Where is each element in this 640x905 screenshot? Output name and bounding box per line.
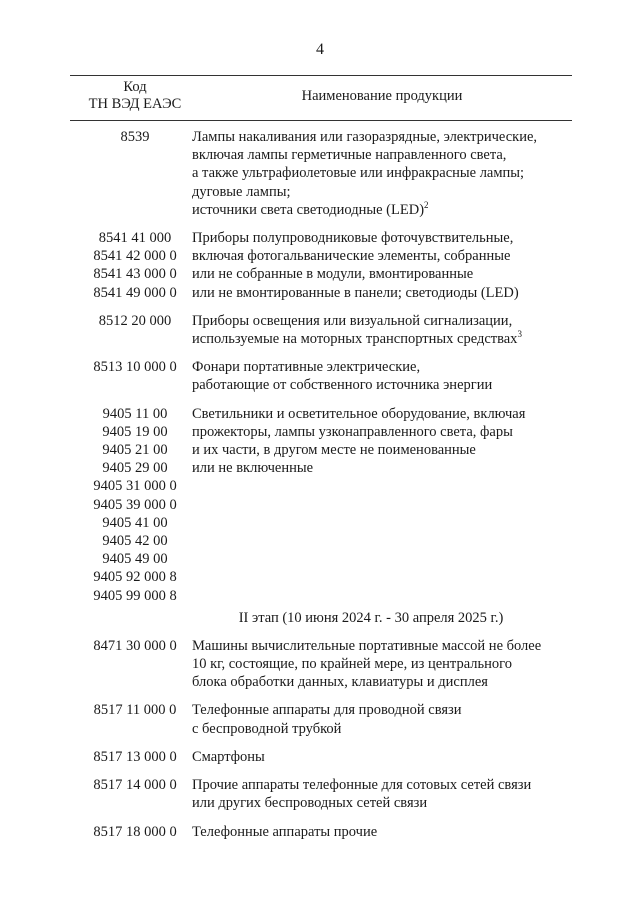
table-row (70, 776, 572, 812)
product-table (70, 128, 572, 841)
table-row (70, 229, 572, 302)
product-name-line: или не собранные в модули, вмонтированные (192, 266, 474, 283)
product-name-line: источники света светодиодные (LED)$^2$ (192, 199, 429, 218)
table-row (70, 358, 572, 394)
hs-code: 9405 39 000 0 (93, 496, 177, 513)
product-name-line: или других беспроводных сетей связи (192, 795, 428, 812)
hs-code: 8512 20 000 (98, 312, 172, 329)
product-name (192, 637, 572, 692)
product-name (192, 776, 572, 812)
table-row (70, 701, 572, 737)
table-row (70, 637, 572, 692)
product-name-line: используемые на моторных транспортных средствах$^3$ (192, 329, 522, 348)
hs-code: 8517 18 000 0 (93, 823, 177, 840)
hs-code: 8517 11 000 0 (93, 702, 177, 719)
table-row (70, 405, 572, 605)
hs-code: 8517 13 000 0 (93, 748, 177, 765)
hs-code: 8541 49 000 0 (93, 284, 177, 301)
page-number: 4 (316, 41, 324, 58)
product-name (192, 312, 572, 348)
table-row (70, 748, 572, 766)
footnote-marker: 3 (517, 329, 522, 340)
product-name-line: а также ультрафиолетовые или инфракрасные лампы; (192, 165, 525, 182)
product-codes (70, 776, 200, 812)
product-name-line: Прочие аппараты телефонные для сотовых сетей связи (192, 777, 532, 794)
hs-code: 8517 14 000 0 (93, 777, 177, 794)
hs-code: 9405 19 00 (102, 423, 168, 440)
product-name-line: прожекторы, лампы узконаправленного света, фары (192, 423, 513, 440)
product-name-line: Приборы полупроводниковые фоточувствительные, (192, 230, 514, 247)
product-name-line: включая фотогальванические элементы, собранные (192, 248, 511, 265)
header-code-column (70, 79, 200, 113)
product-codes (70, 748, 200, 766)
hs-code: 8513 10 000 0 (93, 359, 177, 376)
product-codes (70, 701, 200, 737)
product-name-line: или не вмонтированные в панели; светодиоды (LED) (192, 284, 519, 301)
product-name (192, 823, 572, 841)
hs-code: 8541 41 000 (98, 230, 172, 247)
product-name (192, 229, 572, 302)
product-name (192, 405, 572, 605)
footnote-marker: 2 (424, 199, 429, 210)
hs-code: 8471 30 000 0 (93, 637, 177, 654)
table-row (70, 823, 572, 841)
product-name-line: или не включенные (192, 460, 314, 477)
product-name-line: включая лампы герметичные направленного света, (192, 147, 507, 164)
product-codes (70, 229, 200, 302)
product-name (192, 701, 572, 737)
product-name-line: Лампы накаливания или газоразрядные, электрические, (192, 129, 538, 145)
product-name-line: Светильники и осветительное оборудование, включая (192, 405, 526, 422)
table-row (70, 312, 572, 348)
hs-code: 9405 29 00 (102, 460, 168, 477)
hs-code: 9405 41 00 (102, 514, 168, 531)
hs-code: 9405 49 00 (102, 551, 168, 568)
product-codes (70, 405, 200, 605)
product-codes (70, 128, 200, 219)
header-name-column: Наименование продукции (301, 88, 463, 104)
header-code-line: ТН ВЭД ЕАЭС (88, 96, 182, 112)
header-bottom-rule (70, 120, 572, 121)
product-name (192, 358, 572, 394)
product-name-line: дуговые лампы; (192, 183, 291, 200)
product-name (192, 748, 572, 766)
product-name-line: с беспроводной трубкой (192, 720, 342, 737)
product-codes (70, 312, 200, 348)
product-name-line: работающие от собственного источника энергии (192, 377, 493, 394)
header-code-line: Код (123, 79, 147, 95)
product-name-line: Машины вычислительные портативные массой не более (192, 637, 542, 654)
hs-code: 8541 43 000 0 (93, 266, 177, 283)
stage-title: II этап (10 июня 2024 г. - 30 апреля 2025 г.) (238, 609, 504, 626)
hs-code: 9405 21 00 (102, 442, 168, 459)
hs-code: 9405 99 000 8 (93, 587, 177, 604)
hs-code: 9405 31 000 0 (93, 478, 177, 495)
product-name-line: блока обработки данных, клавиатуры и дисплея (192, 674, 488, 691)
product-codes (70, 823, 200, 841)
product-name-line: Телефонные аппараты прочие (192, 823, 378, 840)
product-name-line: Смартфоны (192, 748, 265, 765)
product-name (192, 128, 572, 219)
product-name-line: Фонари портативные электрические, (192, 359, 421, 376)
product-codes (70, 358, 200, 394)
product-name-line: 10 кг, состоящие, по крайней мере, из центрального (192, 656, 512, 673)
hs-code: 9405 11 00 (102, 405, 168, 422)
product-name-line: и их части, в другом месте не поименованные (192, 442, 476, 459)
hs-code: 8541 42 000 0 (93, 248, 177, 265)
table-top-rule (70, 75, 572, 76)
hs-code: 9405 42 00 (102, 533, 168, 550)
table-row (70, 128, 572, 219)
product-name-line: Приборы освещения или визуальной сигнализации, (192, 312, 513, 329)
product-codes (70, 637, 200, 692)
hs-code: 8539 (120, 129, 150, 145)
hs-code: 9405 92 000 8 (93, 569, 177, 586)
product-name-line: Телефонные аппараты для проводной связи (192, 702, 462, 719)
